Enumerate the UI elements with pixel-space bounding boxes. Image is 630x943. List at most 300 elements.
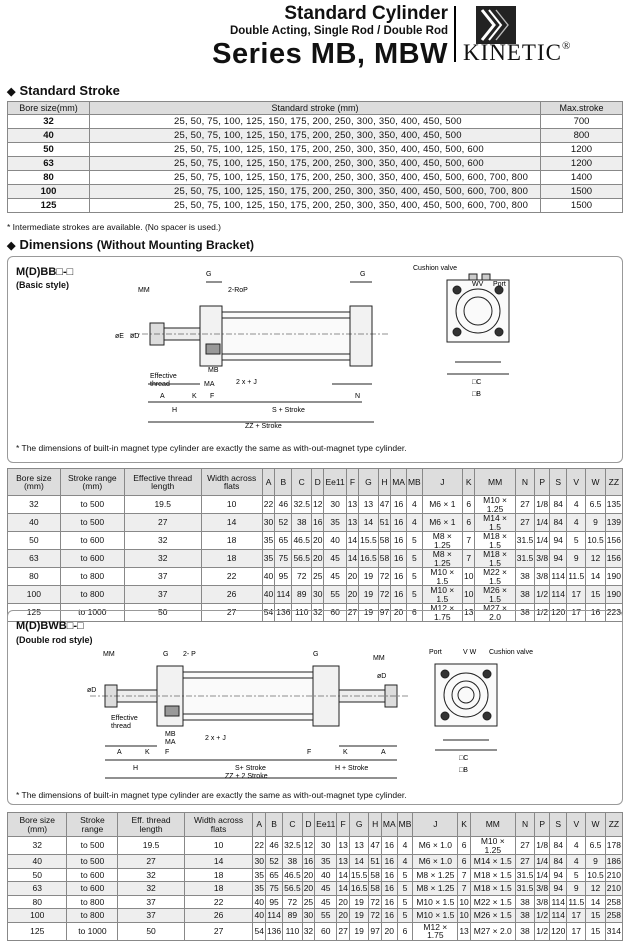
table-cell: 7 bbox=[462, 532, 474, 550]
table-cell: 5 bbox=[567, 868, 586, 882]
table-cell: 84 bbox=[550, 496, 567, 514]
label-ma: MA bbox=[204, 381, 215, 388]
table-cell: to 1000 bbox=[67, 922, 118, 940]
table-cell: 32 bbox=[118, 882, 184, 896]
table-cell: 16 bbox=[381, 895, 397, 909]
basic-style-subtitle: (Basic style) bbox=[16, 280, 70, 290]
table-cell: 136 bbox=[265, 922, 282, 940]
table-cell: 14 bbox=[586, 895, 606, 909]
label-port: Port bbox=[493, 281, 506, 288]
label-c: □C bbox=[459, 755, 469, 762]
table-cell: 5 bbox=[406, 568, 422, 586]
table-cell: 35 bbox=[254, 869, 264, 880]
table-cell: 16 bbox=[381, 837, 397, 855]
table-cell: 3/8 bbox=[536, 883, 549, 893]
table-cell: 13 bbox=[458, 922, 470, 940]
table-cell: 6 bbox=[462, 496, 474, 514]
table-row bbox=[8, 895, 623, 909]
table-cell: 5 bbox=[397, 895, 413, 909]
stroke-note: * Intermediate strokes are available. (No spacer is used.) bbox=[7, 222, 222, 232]
column-header: K bbox=[458, 813, 470, 837]
table-cell: 46 bbox=[275, 496, 292, 514]
page-subtitle: Double Acting, Single Rod / Double Rod bbox=[229, 25, 448, 37]
table-cell: 4 bbox=[406, 496, 422, 514]
table-cell: M14 × 1.5 bbox=[470, 855, 515, 869]
table-cell: 22 bbox=[253, 837, 265, 855]
kinetic-logo-icon bbox=[476, 6, 516, 44]
table-row bbox=[8, 868, 623, 882]
table-cell: M27 × 2.0 bbox=[475, 604, 515, 622]
max-stroke-cell: 1500 bbox=[541, 185, 623, 199]
column-header: H bbox=[369, 813, 381, 837]
table-cell: 10 bbox=[201, 496, 262, 514]
stroke-list-cell: 25, 50, 75, 100, 125, 150, 175, 200, 250, 300, 350, 400, 450, 500, 600, 700, 800 bbox=[90, 185, 541, 199]
table-row bbox=[8, 171, 623, 185]
table-cell: M6 × 1.0 bbox=[413, 837, 458, 855]
table-cell: 258 bbox=[606, 910, 621, 920]
table-cell: 114 bbox=[551, 896, 565, 907]
table-cell: 32.5 bbox=[283, 837, 303, 855]
table-cell: 47 bbox=[369, 837, 381, 855]
table-cell: M6 × 1.0 bbox=[413, 855, 458, 869]
label-cushion: Cushion valve bbox=[413, 265, 457, 272]
table-cell: 19.5 bbox=[118, 837, 184, 855]
label-effective: Effective bbox=[111, 715, 138, 722]
table-cell: 30 bbox=[254, 856, 264, 866]
double-rod-dimensions-table bbox=[7, 812, 623, 941]
bore-size-header: Bore size(mm) bbox=[8, 102, 90, 115]
brand-name: KINETIC® bbox=[463, 40, 572, 65]
table-cell: 190 bbox=[605, 568, 622, 586]
table-cell: 20 bbox=[346, 568, 358, 586]
table-cell: 16.5 bbox=[359, 550, 379, 568]
label-a: A bbox=[117, 749, 122, 756]
column-header: K bbox=[462, 469, 474, 496]
column-header: P bbox=[535, 813, 550, 837]
stroke-list-cell: 25, 50, 75, 100, 125, 150, 175, 200, 250, 300, 350, 400, 450, 500, 600, 700, 800 bbox=[90, 199, 541, 213]
table-cell: 50 bbox=[8, 868, 67, 882]
table-cell: 6.5 bbox=[586, 837, 606, 855]
table-cell: 55 bbox=[324, 586, 346, 604]
table-cell: to 600 bbox=[60, 550, 124, 568]
table-cell: 58 bbox=[378, 532, 390, 550]
max-stroke-cell: 1200 bbox=[541, 143, 623, 157]
table-cell: 27 bbox=[201, 604, 262, 622]
table-cell: 15 bbox=[586, 922, 606, 940]
table-cell: 30 bbox=[262, 514, 274, 532]
table-cell: 25 bbox=[303, 896, 314, 907]
table-cell: 40 bbox=[8, 514, 61, 532]
table-cell: 14 bbox=[349, 855, 369, 869]
table-cell: M14 × 1.5 bbox=[475, 514, 515, 532]
table-cell: 27 bbox=[515, 855, 535, 869]
table-cell: 114 bbox=[275, 586, 292, 604]
bore-size-cell: 50 bbox=[8, 143, 90, 157]
table-cell: 19 bbox=[359, 586, 379, 604]
column-header: C bbox=[292, 469, 312, 496]
table-cell: 110 bbox=[283, 922, 303, 940]
column-header: F bbox=[337, 813, 349, 837]
table-cell: 63 bbox=[8, 550, 61, 568]
table-cell: 15 bbox=[586, 909, 606, 923]
label-ma: MA bbox=[165, 739, 176, 746]
table-row bbox=[8, 532, 623, 550]
table-cell: 186 bbox=[606, 856, 621, 866]
table-cell: 40 bbox=[254, 896, 264, 907]
label-port: Port bbox=[429, 649, 442, 656]
table-cell: 114 bbox=[267, 910, 281, 920]
label-mm: MM bbox=[103, 651, 115, 658]
table-cell: 35 bbox=[324, 514, 346, 532]
column-header: Ee11 bbox=[324, 469, 346, 496]
table-cell: 5 bbox=[397, 882, 413, 896]
table-cell: 75 bbox=[265, 882, 282, 896]
label-g: G bbox=[163, 651, 169, 658]
table-cell: to 600 bbox=[67, 882, 118, 896]
table-cell: 72 bbox=[378, 586, 390, 604]
table-cell: 15 bbox=[586, 586, 606, 604]
table-cell: 27 bbox=[184, 922, 253, 940]
label-effective: Effective bbox=[150, 373, 177, 380]
table-cell: to 1000 bbox=[60, 604, 124, 622]
table-cell: 156 bbox=[605, 550, 622, 568]
table-cell: 20 bbox=[338, 896, 348, 907]
label-k: K bbox=[145, 749, 150, 756]
column-header: Ee11 bbox=[315, 813, 337, 837]
double-rod-subtitle: (Double rod style) bbox=[16, 635, 93, 645]
table-cell: 16 bbox=[381, 909, 397, 923]
table-cell: 35 bbox=[254, 883, 264, 893]
table-cell: 27 bbox=[515, 514, 535, 532]
table-cell: 20 bbox=[312, 550, 324, 568]
table-cell: 40 bbox=[262, 586, 274, 604]
table-cell: to 600 bbox=[60, 532, 124, 550]
table-cell: 6 bbox=[458, 837, 470, 855]
table-cell: 97 bbox=[369, 922, 381, 940]
table-cell: 19 bbox=[359, 604, 379, 622]
table-cell: 18 bbox=[201, 532, 262, 550]
table-cell: 37 bbox=[118, 895, 184, 909]
table-cell: 12 bbox=[312, 496, 324, 514]
table-cell: 114 bbox=[550, 568, 567, 586]
column-header: J bbox=[413, 813, 458, 837]
table-cell: 40 bbox=[324, 532, 346, 550]
table-cell: M18 × 1.5 bbox=[475, 550, 515, 568]
table-cell: M12 × 1.75 bbox=[422, 604, 462, 622]
table-cell: 1/2 bbox=[536, 910, 549, 920]
label-g: G bbox=[206, 271, 212, 278]
table-cell: 9 bbox=[586, 514, 606, 532]
table-cell: 58 bbox=[370, 869, 380, 880]
label-zz: ZZ + Stroke bbox=[245, 423, 282, 430]
table-cell: 20 bbox=[346, 586, 358, 604]
table-cell: 94 bbox=[550, 550, 567, 568]
column-header: S bbox=[550, 469, 567, 496]
table-cell: 31.5 bbox=[515, 532, 535, 550]
table-cell: 60 bbox=[324, 604, 346, 622]
label-cushion: Cushion valve bbox=[489, 649, 533, 656]
column-header: B bbox=[275, 469, 292, 496]
table-cell: to 500 bbox=[60, 496, 124, 514]
table-cell: 4 bbox=[567, 496, 586, 514]
table-cell: to 600 bbox=[67, 868, 118, 882]
table-cell: 52 bbox=[275, 514, 292, 532]
column-header: N bbox=[515, 813, 535, 837]
column-header: J bbox=[422, 469, 462, 496]
column-header: S bbox=[550, 813, 567, 837]
column-header: V bbox=[567, 469, 586, 496]
table-cell: 65 bbox=[275, 532, 292, 550]
table-cell: 38 bbox=[515, 586, 535, 604]
table-cell: M22 × 1.5 bbox=[475, 568, 515, 586]
table-cell: 17 bbox=[567, 922, 586, 940]
table-cell: 80 bbox=[8, 895, 67, 909]
table-cell: 100 bbox=[8, 909, 67, 923]
double-rod-title: M(D)BWB□-□ bbox=[16, 620, 84, 632]
label-b: □B bbox=[459, 767, 468, 774]
label-mb: MB bbox=[208, 367, 219, 374]
table-cell: 30 bbox=[315, 837, 337, 855]
label-thread: thread bbox=[111, 723, 131, 730]
table-cell: 1/8 bbox=[535, 496, 550, 514]
table-cell: 4 bbox=[567, 514, 586, 532]
table-cell: to 800 bbox=[60, 568, 124, 586]
table-cell: M18 × 1.5 bbox=[470, 868, 515, 882]
page-header bbox=[0, 0, 630, 74]
table-cell: 18 bbox=[184, 882, 253, 896]
label-j: 2 x + J bbox=[205, 735, 226, 742]
table-cell: 16 bbox=[391, 532, 407, 550]
label-d: øD bbox=[87, 687, 97, 694]
stroke-list-cell: 25, 50, 75, 100, 125, 150, 175, 200, 250, 300, 350, 400, 450, 500, 600 bbox=[90, 157, 541, 171]
table-cell: 13 bbox=[462, 604, 474, 622]
table-row bbox=[8, 568, 623, 586]
table-cell: 13 bbox=[337, 837, 349, 855]
table-cell: 80 bbox=[8, 568, 61, 586]
label-g: G bbox=[360, 271, 366, 278]
label-n: N bbox=[355, 393, 361, 400]
table-cell: 6 bbox=[458, 855, 470, 869]
table-cell: 37 bbox=[118, 909, 184, 923]
table-cell: 1/4 bbox=[536, 869, 549, 880]
table-cell: to 500 bbox=[67, 855, 118, 869]
table-cell: 1/4 bbox=[536, 856, 549, 866]
column-header: N bbox=[515, 469, 535, 496]
table-cell: 30 bbox=[324, 496, 346, 514]
table-cell: 1/8 bbox=[535, 837, 550, 855]
table-cell: 94 bbox=[550, 532, 567, 550]
table-cell: 3/8 bbox=[535, 550, 550, 568]
table-cell: 16 bbox=[391, 568, 407, 586]
table-cell: 37 bbox=[124, 586, 201, 604]
diamond-bullet-icon: ◆ bbox=[7, 240, 16, 252]
table-cell: 178 bbox=[605, 837, 622, 855]
table-cell: 114 bbox=[550, 586, 567, 604]
table-cell: 1/2 bbox=[535, 604, 550, 622]
table-cell: 5 bbox=[397, 909, 413, 923]
label-rop: 2-RoP bbox=[228, 287, 248, 294]
table-cell: 38 bbox=[515, 922, 535, 940]
table-cell: 10.5 bbox=[586, 532, 606, 550]
table-cell: 10 bbox=[184, 837, 253, 855]
table-cell: 20 bbox=[391, 604, 407, 622]
table-cell: M8 × 1.25 bbox=[413, 868, 458, 882]
bore-size-cell: 32 bbox=[8, 115, 90, 129]
table-cell: 38 bbox=[515, 909, 535, 923]
table-row bbox=[8, 586, 623, 604]
table-cell: 40 bbox=[262, 568, 274, 586]
table-cell: M26 × 1.5 bbox=[475, 586, 515, 604]
label-k: K bbox=[343, 749, 348, 756]
column-header: Width across flats bbox=[184, 813, 253, 837]
bore-size-cell: 100 bbox=[8, 185, 90, 199]
table-cell: 27 bbox=[124, 514, 201, 532]
table-cell: M6 × 1 bbox=[422, 496, 462, 514]
column-header: Bore size (mm) bbox=[8, 813, 67, 837]
bore-size-cell: 63 bbox=[8, 157, 90, 171]
table-cell: 30 bbox=[312, 586, 324, 604]
table-row bbox=[8, 129, 623, 143]
table-row bbox=[8, 514, 623, 532]
table-cell: 13 bbox=[338, 856, 348, 866]
table-cell: 50 bbox=[118, 922, 184, 940]
table-cell: 84 bbox=[550, 855, 567, 869]
label-g: G bbox=[313, 651, 319, 658]
table-cell: 35 bbox=[262, 550, 274, 568]
table-cell: 1/2 bbox=[535, 586, 550, 604]
column-header: F bbox=[346, 469, 358, 496]
table-cell: 31.5 bbox=[516, 869, 534, 880]
table-cell: 125 bbox=[8, 604, 61, 622]
table-cell: 5 bbox=[397, 868, 413, 882]
table-cell: 63 bbox=[8, 882, 67, 896]
table-cell: 16 bbox=[381, 868, 397, 882]
label-a: A bbox=[381, 749, 386, 756]
table-cell: 1/4 bbox=[535, 514, 550, 532]
table-cell: 114 bbox=[551, 910, 565, 920]
table-row bbox=[8, 837, 623, 855]
table-cell: 10 bbox=[459, 896, 469, 907]
diamond-bullet-icon: ◆ bbox=[7, 86, 16, 98]
table-cell: 9 bbox=[567, 882, 586, 896]
label-b: □B bbox=[472, 391, 481, 398]
table-cell: M10 × 1.5 bbox=[422, 568, 462, 586]
column-header: MM bbox=[470, 813, 515, 837]
table-cell: 40 bbox=[315, 868, 337, 882]
table-row bbox=[8, 185, 623, 199]
table-cell: 32 bbox=[312, 604, 324, 622]
table-cell: 32 bbox=[8, 837, 67, 855]
table-cell: 16 bbox=[391, 514, 407, 532]
table-cell: 27 bbox=[515, 496, 535, 514]
table-cell: 55 bbox=[315, 909, 337, 923]
table-cell: 32 bbox=[302, 922, 314, 940]
table-cell: 97 bbox=[378, 604, 390, 622]
table-cell: 6 bbox=[397, 922, 413, 940]
table-cell: 14 bbox=[201, 514, 262, 532]
label-j: 2 x + J bbox=[236, 379, 257, 386]
table-cell: M8 × 1.25 bbox=[413, 882, 458, 896]
table-cell: 17 bbox=[567, 909, 586, 923]
bore-size-cell: 125 bbox=[8, 199, 90, 213]
table-cell: M10 × 1.25 bbox=[475, 496, 515, 514]
table-cell: 58 bbox=[378, 550, 390, 568]
table-row bbox=[8, 199, 623, 213]
column-header: MA bbox=[381, 813, 397, 837]
column-header: W bbox=[586, 469, 606, 496]
label-h: H bbox=[133, 765, 139, 772]
table-cell: 10 bbox=[462, 586, 474, 604]
table-cell: 14 bbox=[338, 869, 348, 880]
table-cell: 94 bbox=[550, 868, 567, 882]
column-header: D bbox=[302, 813, 314, 837]
table-row bbox=[8, 909, 623, 923]
label-h: H bbox=[172, 407, 178, 414]
table-cell: 6.5 bbox=[586, 496, 606, 514]
table-row bbox=[8, 550, 623, 568]
label-f: F bbox=[307, 749, 312, 756]
label-d: øD bbox=[130, 333, 140, 340]
table-row bbox=[8, 855, 623, 869]
table-cell: 32 bbox=[124, 550, 201, 568]
table-cell: 12 bbox=[302, 837, 314, 855]
table-cell: 45 bbox=[315, 895, 337, 909]
stroke-list-cell: 25, 50, 75, 100, 125, 150, 175, 200, 250, 300, 350, 400, 450, 500, 600, 700, 800 bbox=[90, 171, 541, 185]
table-cell: 32 bbox=[118, 868, 184, 882]
table-cell: 16 bbox=[381, 882, 397, 896]
table-cell: 14 bbox=[346, 550, 358, 568]
label-e: øE bbox=[115, 333, 124, 340]
table-cell: 135 bbox=[605, 496, 622, 514]
label-h-stroke: H + Stroke bbox=[335, 765, 369, 772]
table-cell: 3/8 bbox=[535, 568, 550, 586]
max-stroke-cell: 1200 bbox=[541, 157, 623, 171]
stroke-list-cell: 25, 50, 75, 100, 125, 150, 175, 200, 250, 300, 350, 400, 450, 500, 600 bbox=[90, 143, 541, 157]
table-cell: 5 bbox=[406, 586, 422, 604]
table-cell: 35 bbox=[315, 855, 337, 869]
table-cell: 32 bbox=[124, 532, 201, 550]
table-cell: M10 × 1.25 bbox=[470, 837, 515, 855]
table-cell: 4 bbox=[567, 855, 586, 869]
table-cell: 51 bbox=[370, 856, 380, 866]
table-cell: 19 bbox=[349, 922, 369, 940]
label-f: F bbox=[165, 749, 170, 756]
table-cell: to 800 bbox=[67, 895, 118, 909]
max-stroke-cell: 700 bbox=[541, 115, 623, 129]
table-cell: 13 bbox=[359, 496, 379, 514]
max-stroke-header: Max.stroke bbox=[541, 102, 623, 115]
table-cell: 25 bbox=[312, 568, 324, 586]
table-cell: 10.5 bbox=[587, 869, 604, 880]
column-header: A bbox=[262, 469, 274, 496]
table-cell: 14 bbox=[338, 883, 348, 893]
label-a: A bbox=[160, 393, 165, 400]
table-row bbox=[8, 115, 623, 129]
column-header: Stroke range bbox=[67, 813, 118, 837]
table-cell: M10 × 1.5 bbox=[413, 895, 458, 909]
table-cell: M18 × 1.5 bbox=[470, 882, 515, 896]
table-cell: 72 bbox=[292, 568, 312, 586]
column-header: ZZ bbox=[605, 813, 622, 837]
standard-stroke-header: Standard stroke (mm) bbox=[90, 102, 541, 115]
table-cell: 31.5 bbox=[516, 883, 534, 893]
label-k: K bbox=[192, 393, 197, 400]
label-s: S+ Stroke bbox=[235, 765, 266, 772]
table-cell: 100 bbox=[8, 586, 61, 604]
column-header: MM bbox=[475, 469, 515, 496]
table-cell: 190 bbox=[605, 586, 622, 604]
table-cell: 45 bbox=[324, 568, 346, 586]
